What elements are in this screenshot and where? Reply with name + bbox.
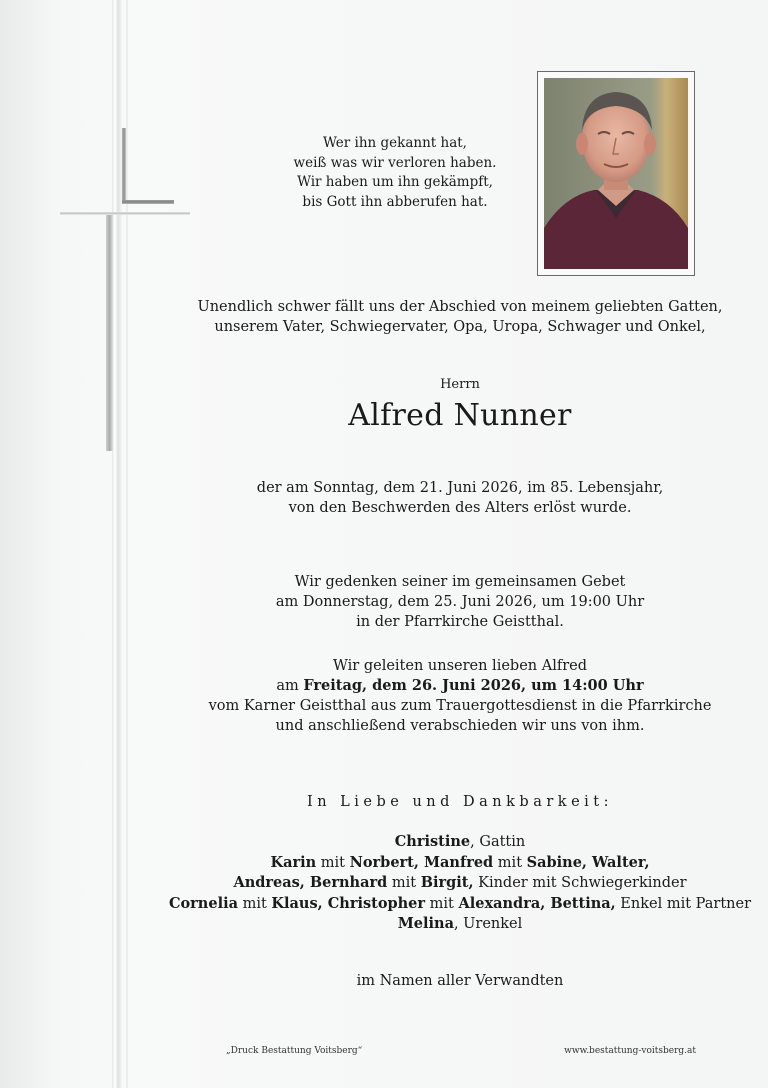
- portrait-photo-frame: [537, 71, 695, 276]
- family-member: Norbert, Manfred: [349, 853, 494, 871]
- family-line: [150, 914, 768, 935]
- funeral-text: am: [276, 678, 304, 694]
- family-relation: , Gattin: [470, 834, 526, 850]
- family-connector: mit: [316, 854, 350, 871]
- prayer-line: in der Pfarrkirche Geistthal.: [356, 614, 564, 630]
- prayer-line: Wir gedenken seiner im gemeinsamen Gebet: [294, 574, 626, 590]
- death-notice: [150, 478, 768, 518]
- prayer-notice: [150, 572, 768, 632]
- funeral-date: Freitag, dem 26. Juni 2026, um 14:00 Uhr: [303, 677, 644, 694]
- funeral-line: vom Karner Geistthal aus zum Trauergottesdienst in die Pfarrkirche: [208, 698, 712, 714]
- poem: [275, 134, 515, 212]
- website-link[interactable]: www.bestattung-voitsberg.at: [564, 1046, 696, 1056]
- decorative-line: [126, 0, 128, 1088]
- family-connector: mit: [493, 854, 527, 871]
- deceased-name: Alfred Nunner: [348, 398, 572, 433]
- poem-line: weiß was wir verloren haben.: [293, 154, 497, 171]
- family-member: Andreas, Bernhard: [233, 874, 388, 891]
- prayer-line: am Donnerstag, dem 25. Juni 2026, um 19:00 Uhr: [275, 594, 645, 610]
- family-line: [150, 853, 768, 874]
- thanks-heading: In Liebe und Dankbarkeit:: [306, 794, 614, 810]
- family-connector: mit: [425, 895, 459, 912]
- printer-credit: „Druck Bestattung Voitsberg“: [226, 1046, 363, 1056]
- funeral-notice: [150, 656, 768, 736]
- funeral-line: [150, 676, 768, 696]
- family-line: [150, 894, 768, 915]
- intro-line: Unendlich schwer fällt uns der Abschied von meinem geliebten Gatten,: [197, 299, 723, 315]
- family-member: Sabine, Walter,: [526, 853, 650, 871]
- portrait-photo: [544, 78, 688, 269]
- funeral-line: Wir geleiten unseren lieben Alfred: [333, 658, 587, 674]
- family-relation: , Urenkel: [453, 916, 523, 932]
- death-line: von den Beschwerden des Alters erlöst wurde.: [288, 500, 632, 516]
- poem-line: bis Gott ihn abberufen hat.: [302, 193, 488, 210]
- family-line: [150, 873, 768, 894]
- family-member: Klaus, Christopher: [271, 894, 426, 912]
- family-member: Cornelia: [168, 894, 238, 912]
- family-connector: mit: [387, 875, 421, 891]
- funeral-line: und anschließend verabschieden wir uns von ihm.: [275, 718, 645, 734]
- family-list: [150, 832, 768, 935]
- family-member: Melina: [397, 915, 454, 932]
- relatives-note: im Namen aller Verwandten: [356, 973, 564, 989]
- family-relation: Enkel mit Partner: [615, 895, 752, 912]
- poem-line: Wer ihn gekannt hat,: [323, 135, 467, 151]
- family-member: Karin: [270, 853, 317, 871]
- decorative-stripe: [112, 0, 122, 1088]
- family-relation: Kinder mit Schwiegerkinder: [473, 875, 687, 891]
- death-line: der am Sonntag, dem 21. Juni 2026, im 85. Lebensjahr,: [256, 480, 664, 496]
- family-member: Christine: [394, 833, 471, 850]
- poem-line: Wir haben um ihn gekämpft,: [297, 174, 493, 190]
- intro-text: [150, 297, 768, 337]
- family-member: Birgit,: [420, 874, 474, 891]
- salutation: Herrn: [440, 377, 480, 392]
- family-line: [150, 832, 768, 853]
- intro-line: unserem Vater, Schwiegervater, Opa, Uropa, Schwager und Onkel,: [214, 319, 706, 335]
- family-connector: mit: [237, 895, 272, 912]
- family-member: Alexandra, Bettina,: [458, 894, 616, 912]
